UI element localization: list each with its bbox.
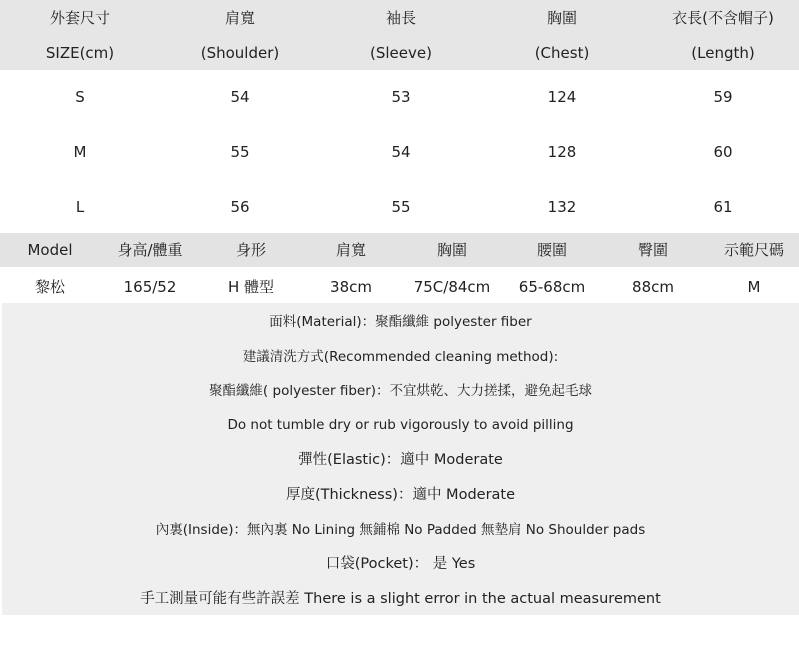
header-length-zh: 衣長(不含帽子): [672, 9, 774, 27]
model-size: M: [747, 278, 761, 296]
inside-line: 內裏(Inside)：無內裏 No Lining 無鋪棉 No Padded 無墊肩 No Shoulder pads: [155, 522, 646, 538]
header-size-en: SIZE(cm): [45, 44, 115, 62]
model-shoulder: 38cm: [330, 278, 372, 296]
sleeve-value: 54: [391, 143, 411, 161]
header-chest-en: (Chest): [534, 44, 590, 62]
model-header-cell: 身高/體重: [117, 241, 183, 259]
table-row: [0, 87, 799, 107]
header-chest-zh: 胸圍: [546, 9, 578, 27]
shoulder-value: 54: [230, 88, 250, 106]
cleaning-note-en-line: Do not tumble dry or rub vigorously to avoid pilling: [227, 417, 574, 433]
model-header-cell: 腰圍: [536, 241, 568, 259]
measurement-note-line: 手工測量可能有些許誤差 There is a slight error in the actual measurement: [140, 591, 661, 607]
sleeve-value: 55: [391, 198, 411, 216]
header-size-zh: 外套尺寸: [49, 9, 111, 27]
shoulder-value: 55: [230, 143, 250, 161]
header-sleeve-en: (Sleeve): [370, 44, 432, 62]
header-shoulder-en: (Shoulder): [200, 44, 280, 62]
length-value: 60: [713, 143, 733, 161]
model-waist: 65-68cm: [518, 278, 586, 296]
model-height-weight: 165/52: [123, 278, 177, 296]
length-value: 61: [713, 198, 733, 216]
length-value: 59: [713, 88, 733, 106]
cleaning-method-line: 建議清洗方式(Recommended cleaning method):: [242, 349, 559, 365]
header-length-en: (Length): [691, 44, 755, 62]
model-header-cell: Model: [27, 241, 73, 259]
chest-value: 132: [547, 198, 577, 216]
sleeve-value: 53: [391, 88, 411, 106]
header-shoulder-zh: 肩寬: [224, 9, 256, 27]
model-name: 黎松: [34, 278, 66, 296]
model-header-cell: 臀圍: [637, 241, 669, 259]
model-table-header: [0, 233, 799, 267]
elastic-line: 彈性(Elastic)：適中 Moderate: [298, 452, 503, 468]
model-hip: 88cm: [632, 278, 674, 296]
table-row: [0, 197, 799, 217]
chest-value: 124: [547, 88, 577, 106]
table-row: [0, 142, 799, 162]
size-label: S: [75, 88, 85, 106]
size-label: L: [75, 198, 85, 216]
model-chest: 75C/84cm: [413, 278, 491, 296]
model-header-cell: 肩寬: [335, 241, 367, 259]
shoulder-value: 56: [230, 198, 250, 216]
model-body-type: H 體型: [227, 278, 275, 296]
model-header-cell: 身形: [235, 241, 267, 259]
product-info-panel: [2, 303, 799, 615]
size-table-header: [0, 0, 799, 70]
chest-value: 128: [547, 143, 577, 161]
material-line: 面料(Material)：聚酯纖維 polyester fiber: [269, 314, 532, 330]
model-header-cell: 胸圍: [436, 241, 468, 259]
model-header-cell: 示範尺碼: [723, 241, 785, 259]
model-row: [0, 270, 799, 302]
thickness-line: 厚度(Thickness)：適中 Moderate: [285, 487, 516, 503]
size-label: M: [73, 143, 87, 161]
header-sleeve-zh: 袖長: [385, 9, 417, 27]
cleaning-note-zh-line: 聚酯纖維( polyester fiber)：不宜烘乾、大力搓揉，避免起毛球: [208, 383, 593, 399]
pocket-line: 口袋(Pocket)： 是 Yes: [325, 556, 476, 572]
